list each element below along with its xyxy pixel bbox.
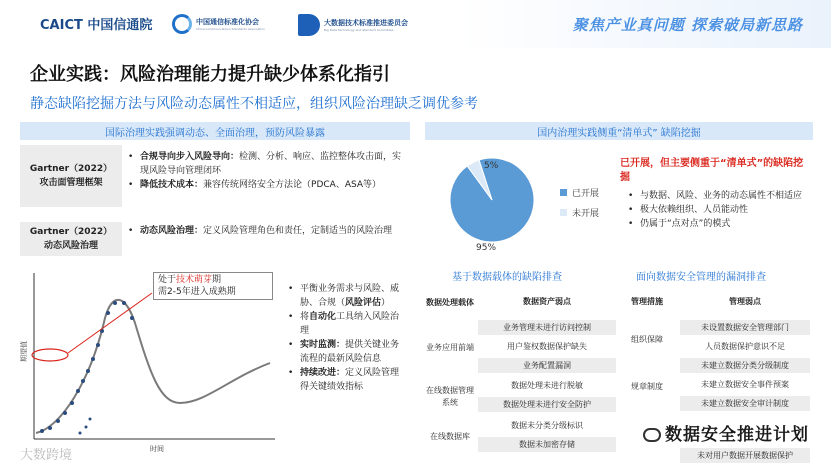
legend-done: 已开展 bbox=[560, 186, 599, 199]
bullet-item: • 持续改进：定义风险管理得关键绩效指标 bbox=[288, 366, 406, 394]
t2-h1: 管理措施 bbox=[631, 297, 663, 306]
bdtc-d-icon bbox=[298, 14, 320, 36]
bdtc-name: 大数据技术标准推进委员会 bbox=[324, 18, 408, 27]
gartner-box-2-line2: 动态风险治理 bbox=[43, 241, 98, 251]
top-bar bbox=[0, 0, 831, 48]
t2-item: 未设置数据安全管理部门 bbox=[680, 320, 810, 335]
t2-item: 未建立数据分类分级制度 bbox=[680, 358, 810, 373]
table1-title: 基于数据载体的缺陷排查 bbox=[452, 272, 562, 283]
bdtc-name-en: Big Data Technology and Standard Committee bbox=[324, 27, 394, 32]
t2-item: 未对用户数据开展数据保护 bbox=[680, 448, 810, 463]
t1-item: 数据处理未进行脱敏 bbox=[511, 380, 583, 390]
t1-item: 业务管理未进行访问控制 bbox=[478, 320, 616, 335]
page-subtitle: 静态缺陷挖掘方法与风险动态属性不相适应，组织风险治理缺乏调优参考 bbox=[30, 96, 478, 112]
table2-title: 面向数据安全管理的漏洞排查 bbox=[636, 272, 766, 283]
legend-swatch-done bbox=[560, 189, 567, 196]
bullet-bold: 动态风险治理： bbox=[140, 226, 204, 236]
callout-a: 处于 bbox=[158, 275, 177, 285]
caict-logo bbox=[40, 14, 152, 33]
pie-chart bbox=[440, 148, 550, 254]
gartner-box-2-line1: Gartner（2022） bbox=[29, 227, 113, 237]
ccsa-name-en: China Communications Standards Association bbox=[196, 26, 265, 31]
hype-curve bbox=[36, 300, 270, 433]
bullet-item: • 与数据、风险、业务的动态属性不相适应 bbox=[628, 189, 812, 203]
t2-h2: 管理弱点 bbox=[729, 297, 761, 306]
gartner-box-2 bbox=[20, 222, 122, 256]
hype-callout bbox=[153, 272, 273, 300]
slogan: 聚焦产业真问题 探索破局新思路 bbox=[572, 16, 803, 34]
t1-item: 数据未加密存储 bbox=[478, 437, 616, 452]
gartner-1-bullets bbox=[128, 150, 408, 192]
left-header: 国际治理实践强调动态、全面治理，预防风险暴露 bbox=[20, 122, 410, 140]
t1-h2: 数据资产弱点 bbox=[523, 297, 571, 306]
gartner-2-bullets bbox=[128, 224, 408, 238]
wechat-watermark bbox=[643, 420, 809, 445]
bullet-item bbox=[128, 150, 408, 178]
t1-item: 用户鉴权数据保护缺失 bbox=[507, 341, 587, 351]
gartner-box-1-line2: 攻击面管理框架 bbox=[39, 178, 103, 188]
gartner-box-1 bbox=[20, 145, 122, 207]
bullet-bold: 降低技术成本： bbox=[140, 180, 204, 190]
t1-h1: 数据处理载体 bbox=[426, 298, 474, 307]
t1-group: 业务应用前端 bbox=[426, 343, 474, 352]
footer-watermark: 大数跨境 bbox=[20, 448, 73, 463]
bullet-item: • 平衡业务需求与风险、威胁、合规（风险评估） bbox=[288, 282, 406, 310]
t2-item: 未建立数据安全事件预案 bbox=[701, 379, 789, 389]
caict-logo-text: CAICT 中国信通院 bbox=[40, 18, 153, 33]
bullet-item: • 仍属于“点对点”的模式 bbox=[628, 217, 812, 231]
ccsa-name: 中国通信标准化协会 bbox=[196, 17, 259, 26]
pie-label-95: 95% bbox=[476, 243, 497, 253]
hype-points bbox=[40, 301, 134, 435]
right-callout-title: 已开展，但主要侧重于“清单式”的缺陷挖掘 bbox=[620, 158, 804, 183]
right-callout-bullets bbox=[628, 189, 812, 231]
t1-group: 在线数据管理系统 bbox=[426, 386, 474, 407]
pie-label-5: 5% bbox=[484, 161, 499, 171]
ccsa-ring-icon bbox=[172, 14, 192, 34]
t1-item: 数据处理未进行安全防护 bbox=[478, 397, 616, 412]
bullet-item: • 将自动化工具纳入风险治理 bbox=[288, 310, 406, 338]
t2-group: 规章制度 bbox=[631, 382, 663, 391]
callout-red: 技术萌芽 bbox=[176, 275, 213, 285]
right-header: 国内治理实践侧重“清单式” 缺陷挖掘 bbox=[425, 122, 813, 140]
callout-b: 期 bbox=[212, 275, 222, 285]
highlight-ellipse bbox=[32, 349, 68, 361]
t2-item: 未建立数据安全审计制度 bbox=[680, 396, 810, 411]
bullet-item: • 极大依赖组织、人员能动性 bbox=[628, 203, 812, 217]
bullet-text: 定义风险管理角色和责任，定制适当的风险治理 bbox=[203, 226, 393, 236]
t2-item: 人员数据保护意识不足 bbox=[705, 341, 785, 351]
t1-item: 业务配置漏洞 bbox=[478, 358, 616, 373]
legend-swatch-notdone bbox=[560, 209, 567, 216]
bullet-item bbox=[128, 178, 408, 192]
t1-group: 在线数据库 bbox=[430, 432, 470, 441]
bdtc-logo bbox=[298, 14, 408, 36]
ccsa-logo bbox=[172, 14, 265, 34]
legend-notdone: 未开展 bbox=[560, 206, 599, 219]
bullet-item: • 实时监测：提供关键业务流程的最新风险信息 bbox=[288, 338, 406, 366]
wechat-icon bbox=[643, 428, 661, 442]
watermark-text: 数据安全推进计划 bbox=[665, 425, 809, 445]
bullet-bold: 合规导向步入风险导向： bbox=[140, 152, 240, 162]
t2-group: 组织保障 bbox=[631, 335, 663, 344]
bullet-text: 检测、分析、响应、监控整体攻击面，实现风险导向管理闭环 bbox=[140, 152, 402, 176]
gartner-box-1-line1: Gartner（2022） bbox=[29, 164, 113, 174]
hype-xlabel: 时间 bbox=[150, 445, 164, 453]
t1-item: 数据未分类分级标识 bbox=[511, 420, 583, 430]
callout-c: 需2-5年进入成熟期 bbox=[158, 287, 236, 297]
page-title: 企业实践：风险治理能力提升缺少体系化指引 bbox=[30, 64, 390, 85]
bullet-text: 兼容传统网络安全方法论（PDCA、ASA等） bbox=[203, 180, 382, 190]
bullet-item bbox=[128, 224, 408, 238]
callout-line bbox=[68, 293, 152, 353]
hype-ylabel: 期望值 bbox=[20, 341, 28, 362]
governance-bullets bbox=[288, 282, 406, 394]
